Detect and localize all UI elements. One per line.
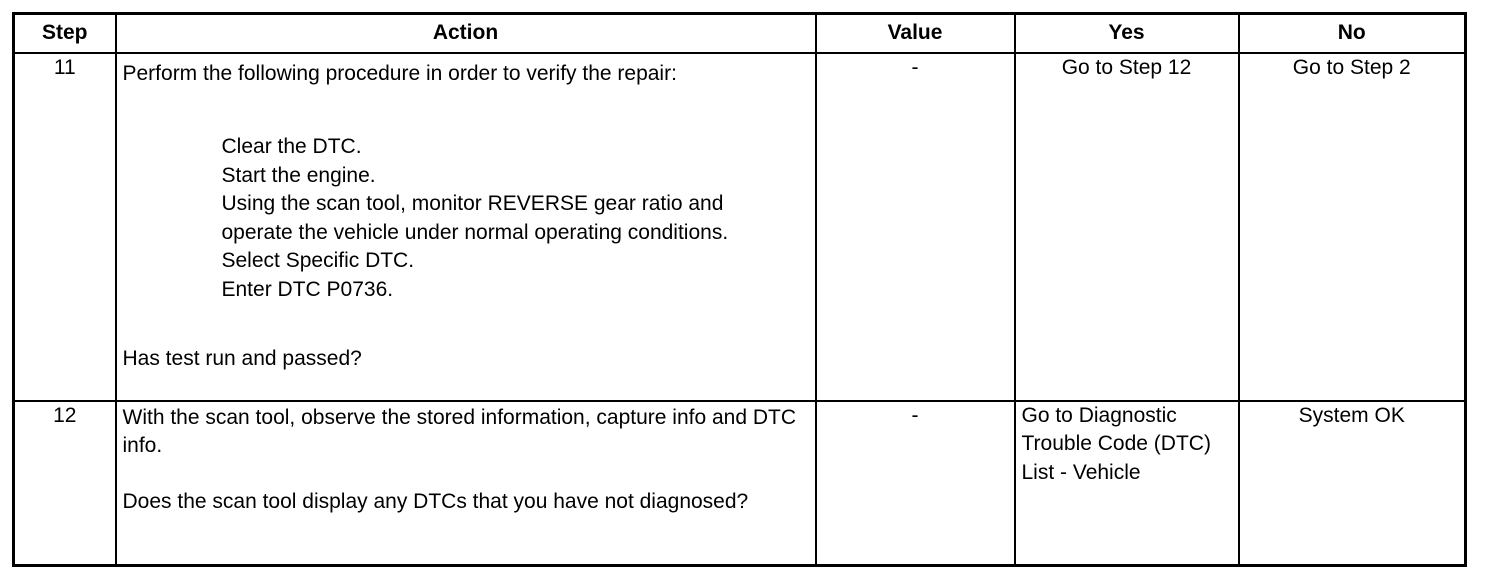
procedure-step: Select Specific DTC. xyxy=(221,249,415,272)
header-action: Action xyxy=(116,14,816,53)
procedure-list xyxy=(123,133,809,304)
header-value: Value xyxy=(816,14,1015,53)
header-row xyxy=(14,14,1466,53)
procedure-step: Clear the DTC. xyxy=(221,135,362,158)
procedure-step: Enter DTC P0736. xyxy=(221,277,394,301)
action-question: Has test run and passed? xyxy=(122,347,362,370)
table-row xyxy=(14,53,1466,401)
header-step: Step xyxy=(14,14,116,53)
value-cell: - xyxy=(816,401,1015,566)
action-question: Does the scan tool display any DTCs that you have not diagnosed? xyxy=(122,489,749,513)
action-intro: With the scan tool, observe the stored information, capture info and DTC info. xyxy=(122,405,797,457)
yes-result: Go to Diagnostic Trouble Code (DTC) List - Vehicle xyxy=(1015,401,1239,566)
action-cell xyxy=(116,53,816,401)
no-result: Go to Step 2 xyxy=(1239,53,1466,401)
diagnostic-table xyxy=(12,12,1467,567)
action-intro: Perform the following procedure in order to verify the repair: xyxy=(122,61,677,85)
no-result: System OK xyxy=(1239,401,1466,566)
procedure-step: Start the engine. xyxy=(221,163,376,187)
table-row xyxy=(14,401,1466,566)
step-number: 11 xyxy=(14,53,116,401)
yes-result: Go to Step 12 xyxy=(1015,53,1239,401)
header-yes: Yes xyxy=(1015,14,1239,53)
action-cell xyxy=(116,401,816,566)
header-no: No xyxy=(1239,14,1466,53)
step-number: 12 xyxy=(14,401,116,566)
value-cell: - xyxy=(816,53,1015,401)
procedure-step: Using the scan tool, monitor REVERSE gear ratio and operate the vehicle under normal operating conditions. xyxy=(221,192,729,244)
